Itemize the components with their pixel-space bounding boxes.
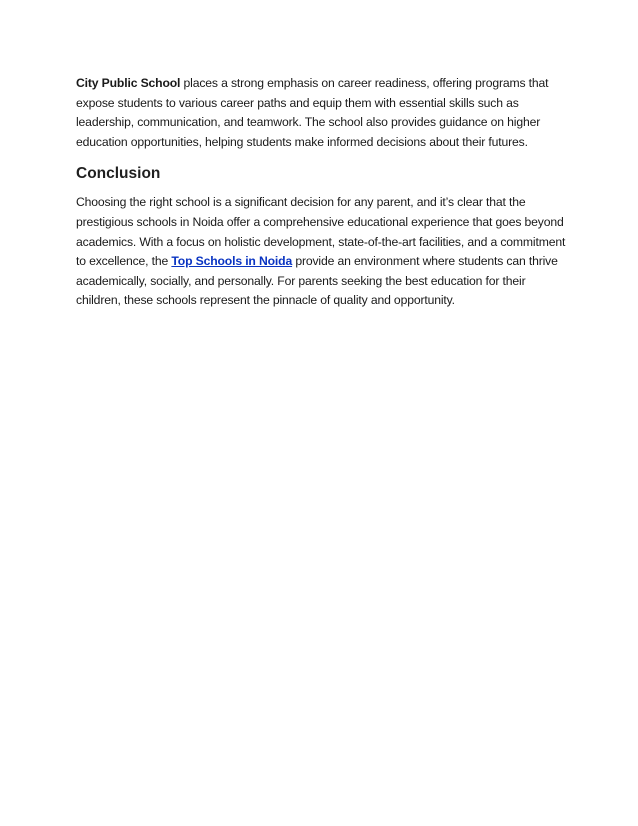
conclusion-text-before-link: Choosing the right school is a significant decision for any parent, and it’s clear that the prestigious schools in Noida offer a comprehensive educational experience that goes beyond academics. With a focus on holistic development, state-of-the-art facilities, and a commitment to excellence, the (76, 195, 566, 269)
intro-bold-lead: City Public School (76, 76, 181, 90)
intro-text: places a strong emphasis on career readiness, offering programs that expose students to various career paths and equip them with essential skills such as leadership, communication, and teamwork. The school also provides guidance on higher education opportunities, helping students make informed decisions about their futures. (76, 76, 549, 149)
top-schools-link[interactable]: Top Schools in Noida (171, 254, 293, 269)
document-body (76, 74, 566, 311)
conclusion-text-after-link: provide an environment where students can thrive academically, socially, and personally. For parents seeking the best education for their children, these schools represent the pinnacle of quality and opportunity. (76, 254, 558, 308)
conclusion-paragraph (76, 193, 566, 311)
intro-paragraph (76, 74, 566, 152)
conclusion-heading: Conclusion (76, 165, 161, 183)
